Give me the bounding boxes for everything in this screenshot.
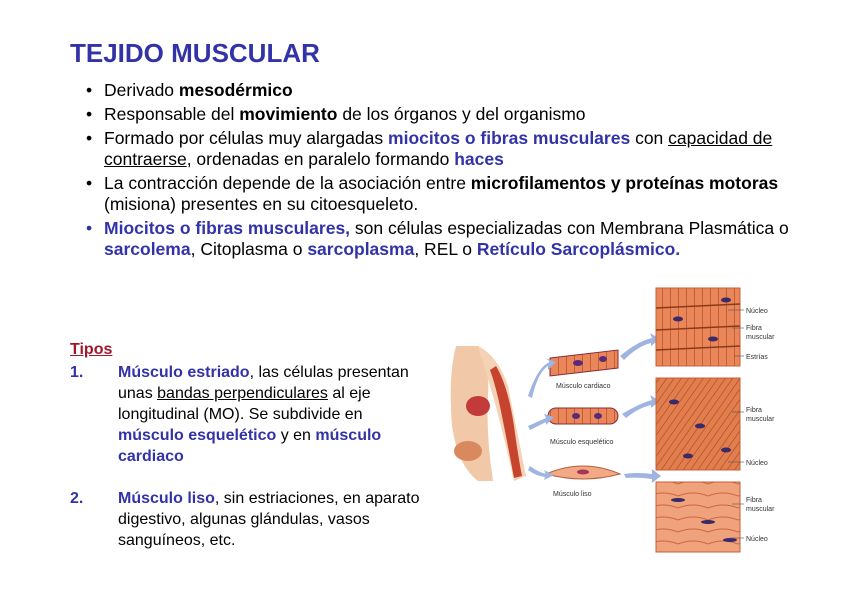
term-musculo-liso: Músculo liso	[118, 490, 215, 507]
tipo-item-estriado: 1. Músculo estriado, las células presentan unas bandas perpendiculares al eje longitudinal (MO). Se subdivide en músculo esquelético y en músculo cardiaco	[70, 364, 409, 465]
term-bandas: bandas perpendiculares	[157, 385, 328, 402]
label-nucleo-cardiaco: Núcleo	[746, 308, 768, 315]
heart-icon	[466, 396, 490, 416]
term-mesodermico: mesodérmico	[178, 80, 293, 100]
arrow-icon	[620, 333, 660, 360]
label-estrias: Estrías	[746, 354, 768, 361]
smooth-cells-icon	[546, 466, 620, 479]
skeletal-tissue-panel	[656, 378, 740, 470]
term-sarcoplasma: sarcoplasma	[307, 239, 415, 259]
term-movimiento: movimiento	[239, 104, 338, 124]
bullet-contraccion: • La contracción depende de la asociación entre microfilamentos y proteínas motoras (misiona) presentes en su citoesqueleto.	[86, 173, 826, 215]
term-esqueletico: músculo esquelético	[118, 427, 277, 444]
label-fibra-esqueletico: Fibra	[746, 407, 762, 414]
label-muscular-esqueletico: muscular	[746, 416, 775, 423]
tipos-list	[70, 362, 430, 551]
label-nucleo-liso: Núcleo	[746, 536, 768, 543]
term-cardiaco: músculo cardiaco	[118, 427, 382, 465]
skeletal-cells-icon	[548, 408, 618, 424]
term-haces: haces	[454, 149, 504, 169]
muscle-types-figure	[438, 286, 798, 556]
arrow-icon	[528, 358, 556, 398]
bullet-derivado: • Derivado mesodérmico	[86, 80, 826, 101]
bullet-responsable: • Responsable del movimiento de los órganos y del organismo	[86, 104, 826, 125]
label-nucleo-esqueletico: Núcleo	[746, 460, 768, 467]
term-musculo-estriado: Músculo estriado	[118, 364, 250, 381]
slide-title: TEJIDO MUSCULAR	[70, 38, 320, 68]
tipo-number: 2.	[70, 490, 84, 507]
label-musculo-liso: Músculo liso	[553, 491, 592, 498]
term-reticulo: Retículo Sarcoplásmico.	[476, 239, 681, 259]
bullet-formado: • Formado por células muy alargadas miocitos o fibras musculares con capacidad de contraerse, ordenadas en paralelo formando haces	[86, 128, 826, 170]
cardiac-tissue-panel	[656, 288, 740, 366]
muscle-illustration	[438, 286, 798, 556]
label-fibra-cardiaco: Fibra	[746, 325, 762, 332]
tipo-number: 1.	[70, 364, 84, 381]
body-figure	[451, 346, 526, 481]
stomach-icon	[454, 441, 482, 461]
term-capacidad: capacidad de contraerse	[104, 128, 773, 169]
term-miocitos: miocitos o fibras musculares	[388, 128, 631, 148]
term-miocitos-fibras: Miocitos o fibras musculares,	[104, 218, 351, 238]
term-microfilamentos: microfilamentos y proteínas motoras	[470, 173, 779, 193]
tipos-heading: Tipos	[70, 341, 113, 358]
term-sarcolema: sarcolema	[104, 239, 191, 259]
label-muscular-liso: muscular	[746, 506, 775, 513]
tipo-item-liso: 2. Músculo liso, sin estriaciones, en aparato digestivo, algunas glándulas, vasos sanguíneos, etc.	[70, 490, 420, 549]
label-musculo-esqueletico: Músculo esquelético	[550, 439, 614, 446]
smooth-tissue-panel	[656, 482, 740, 552]
bullet-miocitos: • Miocitos o fibras musculares, son células especializadas con Membrana Plasmática o sarcolema, Citoplasma o sarcoplasma, REL o Retículo Sarcoplásmico.	[86, 218, 826, 260]
intro-bullet-list	[86, 80, 826, 263]
cardiac-cells-icon	[550, 350, 618, 376]
arrow-icon	[624, 469, 661, 483]
label-muscular-cardiaco: muscular	[746, 334, 775, 341]
label-fibra-liso: Fibra	[746, 497, 762, 504]
arrow-icon	[622, 395, 660, 418]
label-musculo-cardiaco: Músculo cardiaco	[556, 383, 611, 390]
